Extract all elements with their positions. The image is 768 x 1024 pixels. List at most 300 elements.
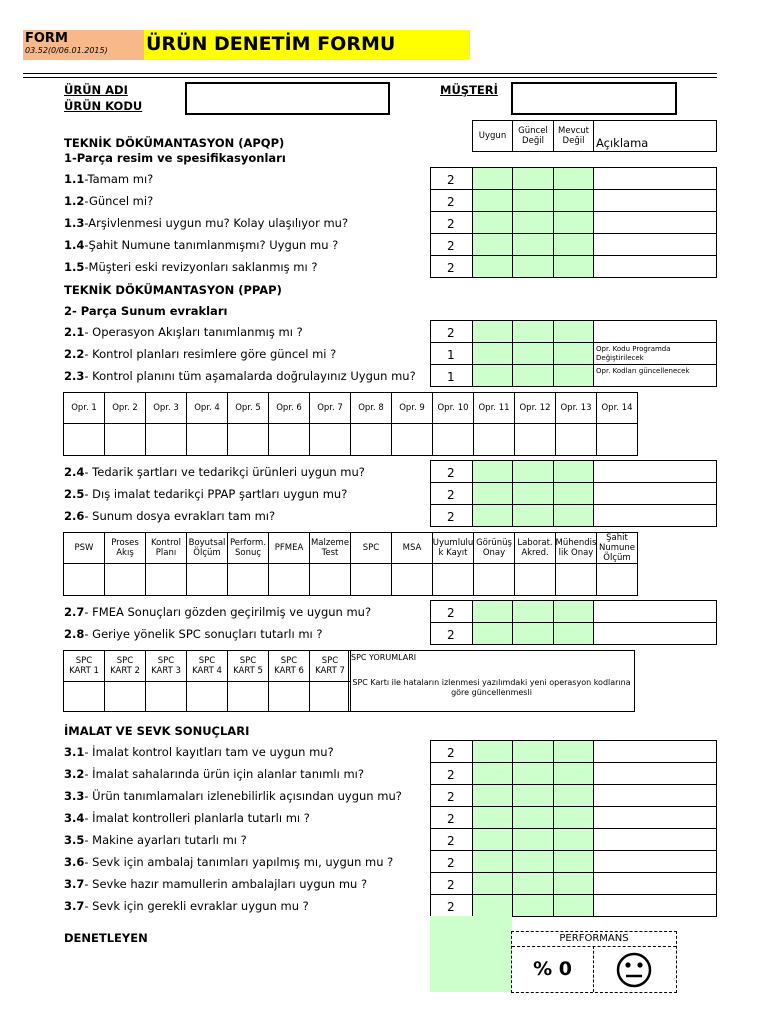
spc-cell-6[interactable]: [309, 681, 351, 712]
opr-header-label: Opr. 8: [358, 403, 384, 413]
doc-header-5: [268, 532, 310, 564]
score-cell: [430, 806, 473, 829]
aciklama-cell[interactable]: [593, 211, 717, 234]
question-text: - Kontrol planını tüm aşamalarda doğrulayınız Uygun mu?: [84, 369, 416, 383]
opr-cell-8[interactable]: [391, 423, 433, 456]
guncel-degil-cell[interactable]: [512, 189, 554, 212]
footer-green-area: [430, 916, 512, 992]
question-number: 3.7: [64, 899, 85, 913]
doc-header-7: [350, 532, 392, 564]
aciklama-cell[interactable]: [593, 233, 717, 256]
aciklama-cell[interactable]: [593, 504, 717, 527]
guncel-degil-cell[interactable]: [512, 255, 554, 278]
aciklama-cell[interactable]: [593, 762, 717, 785]
spc-cell-0[interactable]: [63, 681, 105, 712]
guncel-degil-cell[interactable]: [512, 342, 554, 365]
opr-cell-12[interactable]: [555, 423, 597, 456]
mevcut-degil-cell[interactable]: [553, 167, 594, 190]
col-header-uygun-label: Uygun: [478, 131, 507, 141]
doc-cell-6[interactable]: [309, 563, 351, 596]
question-text: -Şahit Numune tanımlanmışmı? Uygun mu ?: [84, 238, 339, 252]
doc-header-2: [145, 532, 187, 564]
aciklama-cell[interactable]: [593, 784, 717, 807]
score-value: 2: [447, 812, 455, 826]
question-text: - Sevk için ambalaj tanımları yapılmış mı, uygun mu ?: [84, 855, 394, 869]
score-cell: [430, 342, 473, 365]
uygun-cell[interactable]: [472, 211, 513, 234]
opr-header-10: [473, 392, 515, 424]
doc-header-13: [596, 532, 638, 564]
score-value: 2: [447, 510, 455, 524]
question-text: - İmalat kontrolleri planlarla tutarlı mı ?: [84, 811, 310, 825]
opr-cell-11[interactable]: [514, 423, 556, 456]
uygun-cell[interactable]: [472, 482, 513, 505]
score-cell: [430, 189, 473, 212]
mevcut-degil-cell[interactable]: [553, 762, 594, 785]
s3-question-6: [64, 877, 367, 891]
score-cell: [430, 211, 473, 234]
question-number: 2.7: [64, 605, 85, 619]
score-cell: [430, 255, 473, 278]
section1-subtitle: 1-Parça resim ve spesifikasyonları: [64, 151, 286, 165]
customer-field[interactable]: [511, 82, 677, 115]
uygun-cell[interactable]: [472, 167, 513, 190]
doc-header-label: Boyutsal Ölçüm: [188, 538, 226, 558]
form-label: FORM: [25, 31, 68, 46]
spc-header-4: [227, 650, 269, 682]
mevcut-degil-cell[interactable]: [553, 622, 594, 645]
opr-header-label: Opr. 7: [317, 403, 343, 413]
col-header-guncel-degil: [512, 120, 554, 152]
doc-header-10: [473, 532, 515, 564]
aciklama-cell[interactable]: [593, 600, 717, 623]
mevcut-degil-cell[interactable]: [553, 460, 594, 483]
doc-cell-12[interactable]: [555, 563, 597, 596]
guncel-degil-cell[interactable]: [512, 850, 554, 873]
uygun-cell[interactable]: [472, 342, 513, 365]
question-text: - Kontrol planları resimlere göre güncel mi ?: [84, 347, 337, 361]
col-header-mevcut-degil-label: Mevcut Değil: [558, 126, 589, 146]
score-cell: [430, 740, 473, 763]
mevcut-degil-cell[interactable]: [553, 850, 594, 873]
question-number: 2.6: [64, 509, 85, 523]
col-header-aciklama-label: Açıklama: [596, 136, 649, 150]
doc-cell-0[interactable]: [63, 563, 105, 596]
section2-subtitle: 2- Parça Sunum evrakları: [64, 304, 228, 318]
doc-cell-9[interactable]: [432, 563, 474, 596]
score-cell: [430, 762, 473, 785]
uygun-cell[interactable]: [472, 364, 513, 387]
score-value: 1: [447, 370, 455, 384]
question-number: 2.3: [64, 369, 85, 383]
doc-cell-5[interactable]: [268, 563, 310, 596]
doc-cell-8[interactable]: [391, 563, 433, 596]
opr-header-4: [227, 392, 269, 424]
guncel-degil-cell[interactable]: [512, 828, 554, 851]
opr-header-5: [268, 392, 310, 424]
guncel-degil-cell[interactable]: [512, 460, 554, 483]
doc-header-9: [432, 532, 474, 564]
guncel-degil-cell[interactable]: [512, 233, 554, 256]
mevcut-degil-cell[interactable]: [553, 320, 594, 343]
header-divider: [23, 73, 717, 74]
guncel-degil-cell[interactable]: [512, 740, 554, 763]
guncel-degil-cell[interactable]: [512, 806, 554, 829]
mevcut-degil-cell[interactable]: [553, 806, 594, 829]
customer-label: MÜŞTERİ: [440, 83, 498, 97]
s2a-question-2: [64, 369, 416, 383]
doc-header-label: Şahit Numune Ölçüm: [598, 533, 636, 563]
s2b-question-0: [64, 465, 365, 479]
mevcut-degil-cell[interactable]: [553, 872, 594, 895]
score-value: 2: [447, 239, 455, 253]
row-note: Opr. Kodları güncellenecek: [596, 367, 690, 375]
uygun-cell[interactable]: [472, 460, 513, 483]
opr-header-label: Opr. 10: [437, 403, 469, 413]
opr-header-2: [145, 392, 187, 424]
aciklama-cell[interactable]: [593, 167, 717, 190]
opr-cell-6[interactable]: [309, 423, 351, 456]
spc-header-label: SPC KART 6: [274, 656, 304, 676]
spc-header-label: SPC KART 4: [192, 656, 222, 676]
opr-cell-7[interactable]: [350, 423, 392, 456]
score-value: 2: [447, 746, 455, 760]
guncel-degil-cell[interactable]: [512, 894, 554, 917]
score-cell: [430, 850, 473, 873]
score-cell: [430, 460, 473, 483]
mevcut-degil-cell[interactable]: [553, 211, 594, 234]
s3-question-4: [64, 833, 247, 847]
doc-header-label: MSA: [402, 543, 422, 553]
s1-question-0: [64, 172, 153, 186]
guncel-degil-cell[interactable]: [512, 167, 554, 190]
spc-cell-3[interactable]: [186, 681, 228, 712]
guncel-degil-cell[interactable]: [512, 872, 554, 895]
doc-header-12: [555, 532, 597, 564]
doc-header-label: Proses Akış: [111, 538, 139, 558]
question-text: - Operasyon Akışları tanımlanmış mı ?: [84, 325, 303, 339]
mevcut-degil-cell[interactable]: [553, 255, 594, 278]
doc-header-1: [104, 532, 146, 564]
spc-comments-box: [348, 650, 635, 712]
score-cell: [430, 622, 473, 645]
score-cell: [430, 482, 473, 505]
col-header-uygun: [472, 120, 513, 152]
section1-title: TEKNİK DÖKÜMANTASYON (APQP): [64, 136, 285, 150]
spc-cell-5[interactable]: [268, 681, 310, 712]
opr-header-13: [596, 392, 638, 424]
doc-cell-3[interactable]: [186, 563, 228, 596]
score-value: 2: [447, 261, 455, 275]
question-number: 3.1: [64, 745, 85, 759]
question-text: - Dış imalat tedarikçi PPAP şartları uygun mu?: [84, 487, 348, 501]
guncel-degil-cell[interactable]: [512, 784, 554, 807]
uygun-cell[interactable]: [472, 255, 513, 278]
doc-header-4: [227, 532, 269, 564]
neutral-face-icon: [616, 952, 652, 988]
opr-cell-5[interactable]: [268, 423, 310, 456]
col-header-guncel-degil-label: Güncel Değil: [518, 126, 548, 146]
score-value: 2: [447, 834, 455, 848]
uygun-cell[interactable]: [472, 233, 513, 256]
question-number: 1.1: [64, 172, 85, 186]
s2b-question-2: [64, 509, 275, 523]
uygun-cell[interactable]: [472, 320, 513, 343]
aciklama-cell[interactable]: [593, 342, 717, 365]
aciklama-cell[interactable]: [593, 255, 717, 278]
aciklama-cell[interactable]: [593, 320, 717, 343]
opr-header-11: [514, 392, 556, 424]
aciklama-cell[interactable]: [593, 850, 717, 873]
opr-header-label: Opr. 5: [235, 403, 261, 413]
doc-header-label: Görünüş Onay: [476, 538, 512, 558]
aciklama-cell[interactable]: [593, 482, 717, 505]
performance-label: PERFORMANS: [559, 933, 629, 944]
aciklama-cell[interactable]: [593, 740, 717, 763]
question-text: - Sunum dosya evrakları tam mı?: [84, 509, 276, 523]
aciklama-cell[interactable]: [593, 894, 717, 917]
uygun-cell[interactable]: [472, 600, 513, 623]
page-title: ÜRÜN DENETİM FORMU: [146, 33, 396, 55]
uygun-cell[interactable]: [472, 740, 513, 763]
guncel-degil-cell[interactable]: [512, 364, 554, 387]
s3-question-0: [64, 745, 334, 759]
question-number: 3.6: [64, 855, 85, 869]
guncel-degil-cell[interactable]: [512, 211, 554, 234]
section3-title: İMALAT VE SEVK SONUÇLARI: [64, 724, 250, 738]
title-box: [144, 30, 470, 60]
mevcut-degil-cell[interactable]: [553, 828, 594, 851]
s2b-question-1: [64, 487, 347, 501]
guncel-degil-cell[interactable]: [512, 600, 554, 623]
guncel-degil-cell[interactable]: [512, 504, 554, 527]
mevcut-degil-cell[interactable]: [553, 364, 594, 387]
question-text: -Güncel mi?: [84, 194, 154, 208]
mevcut-degil-cell[interactable]: [553, 504, 594, 527]
spc-header-6: [309, 650, 351, 682]
question-number: 2.2: [64, 347, 85, 361]
opr-cell-9[interactable]: [432, 423, 474, 456]
uygun-cell[interactable]: [472, 762, 513, 785]
uygun-cell[interactable]: [472, 806, 513, 829]
s1-question-1: [64, 194, 153, 208]
aciklama-cell[interactable]: [593, 622, 717, 645]
col-header-aciklama: [593, 120, 717, 152]
mevcut-degil-cell[interactable]: [553, 342, 594, 365]
mevcut-degil-cell[interactable]: [553, 894, 594, 917]
uygun-cell[interactable]: [472, 872, 513, 895]
opr-header-label: Opr. 11: [478, 403, 510, 413]
question-number: 2.8: [64, 627, 85, 641]
mevcut-degil-cell[interactable]: [553, 784, 594, 807]
score-value: 2: [447, 466, 455, 480]
s1-question-2: [64, 216, 348, 230]
opr-header-12: [555, 392, 597, 424]
question-text: -Müşteri eski revizyonları saklanmış mı ?: [84, 260, 318, 274]
uygun-cell[interactable]: [472, 894, 513, 917]
opr-cell-0[interactable]: [63, 423, 105, 456]
aciklama-cell[interactable]: [593, 806, 717, 829]
doc-header-label: Laborat. Akred.: [517, 538, 553, 558]
score-value: 2: [447, 173, 455, 187]
uygun-cell[interactable]: [472, 622, 513, 645]
opr-cell-13[interactable]: [596, 423, 638, 456]
inspector-label: DENETLEYEN: [64, 931, 148, 945]
doc-cell-10[interactable]: [473, 563, 515, 596]
opr-header-6: [309, 392, 351, 424]
spc-header-2: [145, 650, 187, 682]
mevcut-degil-cell[interactable]: [553, 233, 594, 256]
score-cell: [430, 784, 473, 807]
aciklama-cell[interactable]: [593, 364, 717, 387]
mevcut-degil-cell[interactable]: [553, 482, 594, 505]
spc-header-1: [104, 650, 146, 682]
question-number: 3.2: [64, 767, 85, 781]
score-cell: [430, 320, 473, 343]
doc-header-11: [514, 532, 556, 564]
question-text: - Sevke hazır mamullerin ambalajları uygun mu ?: [84, 877, 368, 891]
opr-header-7: [350, 392, 392, 424]
doc-cell-13[interactable]: [596, 563, 638, 596]
s2c-question-1: [64, 627, 323, 641]
score-value: 2: [447, 856, 455, 870]
s3-question-7: [64, 899, 309, 913]
product-name-label: ÜRÜN ADI: [64, 83, 128, 97]
guncel-degil-cell[interactable]: [512, 762, 554, 785]
opr-header-0: [63, 392, 105, 424]
score-value: 2: [447, 217, 455, 231]
question-number: 3.4: [64, 811, 85, 825]
section2-title: TEKNİK DÖKÜMANTASYON (PPAP): [64, 283, 282, 297]
opr-header-label: Opr. 1: [71, 403, 97, 413]
opr-header-1: [104, 392, 146, 424]
doc-header-label: Kontrol Planı: [151, 538, 181, 558]
score-value: 2: [447, 488, 455, 502]
doc-header-0: [63, 532, 105, 564]
doc-cell-11[interactable]: [514, 563, 556, 596]
s3-question-2: [64, 789, 402, 803]
question-text: - Ürün tanımlamaları izlenebilirlik açısından uygun mu?: [84, 789, 402, 803]
aciklama-cell[interactable]: [593, 189, 717, 212]
score-value: 2: [447, 628, 455, 642]
opr-header-label: Opr. 3: [153, 403, 179, 413]
doc-header-label: Mühendis lik Onay: [555, 538, 597, 558]
uygun-cell[interactable]: [472, 504, 513, 527]
question-number: 3.3: [64, 789, 85, 803]
doc-header-label: Uyumlulu k Kayıt: [432, 538, 474, 558]
spc-cell-4[interactable]: [227, 681, 269, 712]
performance-divider: [512, 946, 676, 947]
score-value: 2: [447, 606, 455, 620]
uygun-cell[interactable]: [472, 850, 513, 873]
question-text: - Tedarik şartları ve tedarikçi ürünleri uygun mu?: [84, 465, 365, 479]
question-number: 2.4: [64, 465, 85, 479]
doc-header-label: Malzeme Test: [310, 538, 350, 558]
question-text: - İmalat kontrol kayıtları tam ve uygun mu?: [84, 745, 334, 759]
s1-question-4: [64, 260, 317, 274]
doc-header-8: [391, 532, 433, 564]
mevcut-degil-cell[interactable]: [553, 740, 594, 763]
guncel-degil-cell[interactable]: [512, 320, 554, 343]
aciklama-cell[interactable]: [593, 828, 717, 851]
doc-header-label: PSW: [74, 543, 94, 553]
spc-header-0: [63, 650, 105, 682]
opr-header-label: Opr. 2: [112, 403, 138, 413]
question-text: - FMEA Sonuçları gözden geçirilmiş ve uygun mu?: [84, 605, 372, 619]
spc-cell-1[interactable]: [104, 681, 146, 712]
opr-header-3: [186, 392, 228, 424]
spc-comment-text: SPC Kartı ile hataların izlenmesi yazılımdaki yeni operasyon kodlarına göre güncellenmesli: [352, 678, 631, 697]
score-value: 2: [447, 195, 455, 209]
opr-cell-4[interactable]: [227, 423, 269, 456]
s3-question-1: [64, 767, 364, 781]
opr-header-label: Opr. 13: [560, 403, 592, 413]
doc-cell-4[interactable]: [227, 563, 269, 596]
question-text: -Arşivlenmesi uygun mu? Kolay ulaşılıyor mu?: [84, 216, 349, 230]
score-value: 2: [447, 790, 455, 804]
spc-header-3: [186, 650, 228, 682]
mevcut-degil-cell[interactable]: [553, 189, 594, 212]
aciklama-cell[interactable]: [593, 460, 717, 483]
score-cell: [430, 872, 473, 895]
s2a-question-0: [64, 325, 303, 339]
guncel-degil-cell[interactable]: [512, 482, 554, 505]
s3-question-3: [64, 811, 310, 825]
score-value: 2: [447, 768, 455, 782]
doc-cell-2[interactable]: [145, 563, 187, 596]
product-field[interactable]: [185, 82, 390, 115]
opr-cell-2[interactable]: [145, 423, 187, 456]
doc-header-label: SPC: [362, 543, 380, 553]
doc-header-3: [186, 532, 228, 564]
score-cell: [430, 504, 473, 527]
score-value: 2: [447, 878, 455, 892]
s2a-question-1: [64, 347, 336, 361]
spc-header-label: SPC KART 3: [151, 656, 181, 676]
performance-panel: [511, 931, 677, 993]
opr-cell-1[interactable]: [104, 423, 146, 456]
question-number: 2.5: [64, 487, 85, 501]
question-number: 2.1: [64, 325, 85, 339]
opr-cell-3[interactable]: [186, 423, 228, 456]
doc-cell-7[interactable]: [350, 563, 392, 596]
opr-cell-10[interactable]: [473, 423, 515, 456]
guncel-degil-cell[interactable]: [512, 622, 554, 645]
opr-header-label: Opr. 9: [399, 403, 425, 413]
spc-comments-label: SPC YORUMLARI: [351, 653, 417, 662]
header-divider-2: [23, 77, 717, 78]
doc-header-label: Perform. Sonuç: [229, 538, 267, 558]
opr-header-label: Opr. 6: [276, 403, 302, 413]
opr-header-label: Opr. 14: [601, 403, 633, 413]
uygun-cell[interactable]: [472, 828, 513, 851]
spc-header-label: SPC KART 2: [110, 656, 140, 676]
doc-header-label: PFMEA: [274, 543, 304, 553]
score-value: 1: [447, 348, 455, 362]
score-cell: [430, 894, 473, 917]
uygun-cell[interactable]: [472, 784, 513, 807]
question-text: - İmalat sahalarında ürün için alanlar tanımlı mı?: [84, 767, 364, 781]
doc-cell-1[interactable]: [104, 563, 146, 596]
uygun-cell[interactable]: [472, 189, 513, 212]
doc-header-6: [309, 532, 351, 564]
performance-vdivider: [593, 946, 594, 992]
aciklama-cell[interactable]: [593, 872, 717, 895]
mevcut-degil-cell[interactable]: [553, 600, 594, 623]
product-code-label: ÜRÜN KODU: [64, 99, 143, 113]
spc-cell-2[interactable]: [145, 681, 187, 712]
col-header-mevcut-degil: [553, 120, 594, 152]
